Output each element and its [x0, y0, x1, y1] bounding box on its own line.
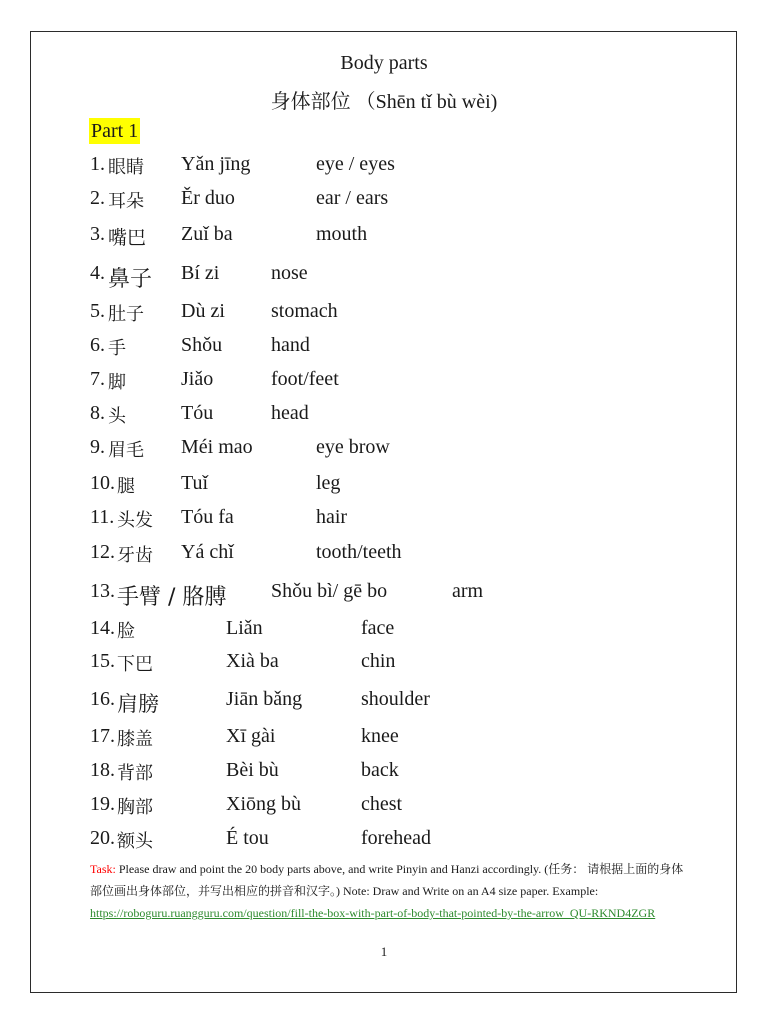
document-subtitle: 身体部位 （Shēn tǐ bù wèi): [270, 91, 498, 113]
item-pinyin: Xī gài: [226, 725, 276, 747]
item-english: hand: [271, 334, 310, 356]
example-link[interactable]: https://roboguru.ruangguru.com/question/fill-the-box-with-part-of-body-that-pointed-by-the-arrow_QU-RKND4ZGR: [90, 906, 656, 920]
item-number: 6.: [90, 334, 105, 356]
item-hanzi: 牙齿: [117, 545, 153, 566]
item-number: 1.: [90, 153, 105, 175]
item-number: 3.: [90, 223, 105, 245]
item-english: eye brow: [316, 436, 390, 458]
task-text: Please draw and point the 20 body parts above, and write Pinyin and Hanzi accordingly. (任务： 请根据上面的身体部位画出身体部位，并写出相应的拼音和汉字。) Note: Draw and Write on an A4 size paper. Example:: [90, 862, 684, 898]
item-english: head: [271, 402, 309, 424]
item-english: foot/feet: [271, 368, 339, 390]
item-number: 9.: [90, 436, 105, 458]
item-hanzi: 眼睛: [108, 157, 144, 178]
item-english: forehead: [361, 827, 431, 849]
item-number: 7.: [90, 368, 105, 390]
item-hanzi: 脸: [117, 621, 135, 642]
item-english: chin: [361, 650, 396, 672]
item-number: 5.: [90, 300, 105, 322]
item-hanzi: 嘴巴: [108, 227, 147, 249]
item-pinyin: Yá chǐ: [181, 541, 234, 563]
item-pinyin: Xià ba: [226, 650, 279, 672]
item-number: 10.: [90, 472, 115, 494]
item-pinyin: Bí zi: [181, 262, 220, 284]
item-number: 14.: [90, 617, 115, 639]
item-english: mouth: [316, 223, 368, 245]
item-english: arm: [452, 580, 484, 602]
item-pinyin: Zuǐ ba: [181, 223, 233, 245]
item-number: 16.: [90, 688, 115, 710]
item-english: knee: [361, 725, 399, 747]
item-hanzi: 手臂 / 胳膊: [117, 585, 227, 610]
item-pinyin: Tóu fa: [181, 506, 234, 528]
item-english: tooth/teeth: [316, 541, 402, 563]
item-hanzi: 背部: [117, 763, 153, 784]
item-number: 8.: [90, 402, 105, 424]
item-english: face: [361, 617, 395, 639]
item-english: nose: [271, 262, 308, 284]
item-hanzi: 头发: [117, 510, 153, 531]
item-hanzi: 腿: [117, 476, 135, 497]
item-pinyin: Tuǐ: [181, 472, 209, 494]
item-pinyin: Dù zi: [181, 300, 225, 322]
item-hanzi: 额头: [117, 831, 153, 852]
item-number: 13.: [90, 580, 115, 602]
item-pinyin: Shǒu bì/ gē bo: [271, 580, 388, 602]
item-hanzi: 肩膀: [117, 692, 159, 716]
item-hanzi: 鼻子: [108, 267, 153, 292]
item-english: leg: [316, 472, 341, 494]
item-number: 18.: [90, 759, 115, 781]
item-pinyin: Jiǎo: [181, 368, 214, 390]
document-title: Body parts: [340, 52, 428, 74]
item-pinyin: Xiōng bù: [226, 793, 301, 815]
item-hanzi: 头: [108, 406, 126, 427]
item-hanzi: 胸部: [117, 797, 153, 818]
item-pinyin: Jiān bǎng: [226, 688, 303, 710]
item-english: eye / eyes: [316, 153, 395, 175]
item-number: 2.: [90, 187, 105, 209]
item-number: 11.: [90, 506, 115, 528]
item-number: 15.: [90, 650, 115, 672]
item-english: hair: [316, 506, 348, 528]
item-pinyin: Tóu: [181, 402, 214, 424]
item-hanzi: 下巴: [117, 654, 153, 675]
item-hanzi: 手: [108, 338, 126, 359]
task-label: Task:: [90, 862, 116, 876]
item-english: stomach: [271, 300, 338, 322]
item-pinyin: Ěr duo: [181, 187, 235, 209]
part-label: Part 1: [91, 120, 139, 142]
item-number: 19.: [90, 793, 115, 815]
item-hanzi: 耳朵: [108, 191, 144, 212]
item-pinyin: Méi mao: [181, 436, 253, 458]
item-hanzi: 膝盖: [117, 729, 153, 750]
item-number: 4.: [90, 262, 105, 284]
item-english: chest: [361, 793, 403, 815]
item-number: 12.: [90, 541, 115, 563]
item-english: back: [361, 759, 399, 781]
item-hanzi: 脚: [108, 372, 126, 393]
page-number: 1: [380, 944, 388, 959]
item-hanzi: 肚子: [108, 304, 144, 325]
item-number: 17.: [90, 725, 115, 747]
item-pinyin: Liǎn: [226, 617, 263, 639]
item-pinyin: Bèi bù: [226, 759, 279, 781]
item-number: 20.: [90, 827, 115, 849]
item-english: ear / ears: [316, 187, 389, 209]
item-pinyin: É tou: [226, 827, 269, 849]
item-hanzi: 眉毛: [108, 440, 144, 461]
item-pinyin: Shǒu: [181, 334, 223, 356]
item-english: shoulder: [361, 688, 430, 710]
item-pinyin: Yǎn jīng: [181, 153, 251, 175]
task-paragraph: [90, 858, 690, 924]
